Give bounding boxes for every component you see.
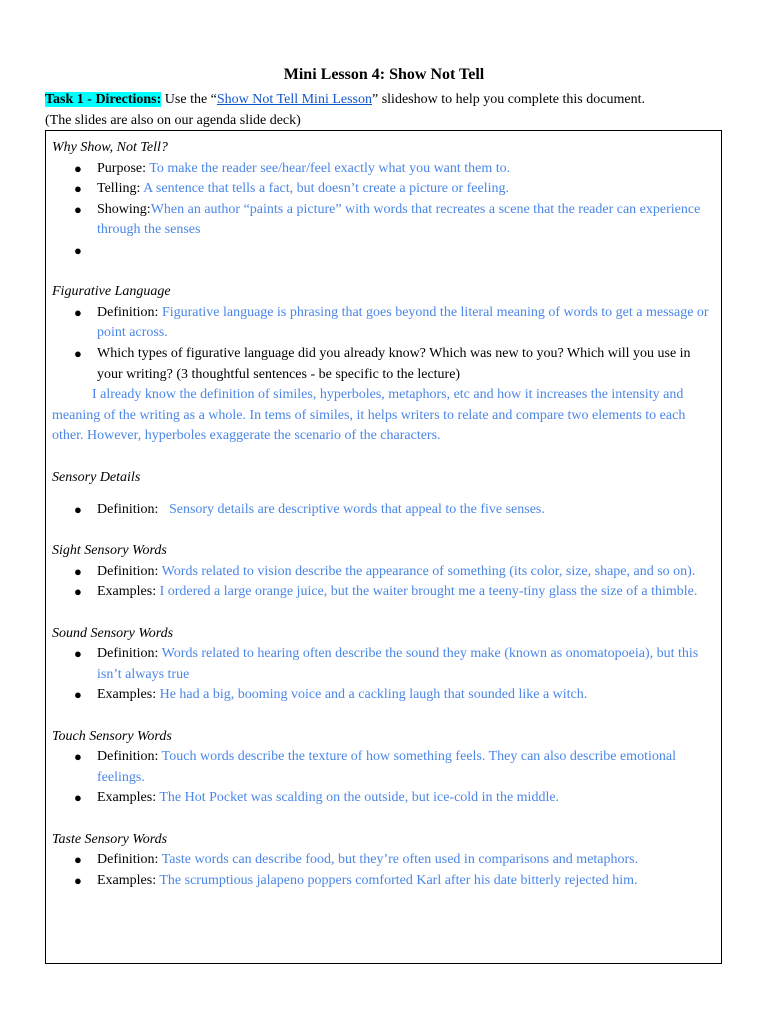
definition-label: Definition: bbox=[97, 646, 159, 662]
bullet-icon: ● bbox=[74, 749, 82, 765]
task-text-before: Use the “ bbox=[161, 92, 217, 107]
showing-label: Showing: bbox=[97, 201, 151, 217]
sensory-definition-answer[interactable]: Sensory details are descriptive words that appeal to the five senses. bbox=[158, 502, 545, 518]
list-item bbox=[52, 562, 715, 583]
bullet-icon: ● bbox=[74, 563, 82, 579]
touch-heading: Touch Sensory Words bbox=[52, 728, 172, 744]
worksheet-content bbox=[52, 138, 715, 891]
taste-definition-answer[interactable]: Taste words can describe food, but they’re often used in comparisons and metaphors. bbox=[158, 852, 639, 868]
showing-answer[interactable]: When an author “paints a picture” with words that recreates a scene that the reader can experience through the senses bbox=[97, 201, 701, 238]
spacer bbox=[52, 521, 715, 542]
spacer bbox=[52, 706, 715, 727]
sight-heading: Sight Sensory Words bbox=[52, 543, 167, 559]
examples-label: Examples: bbox=[97, 687, 157, 703]
spacer bbox=[52, 809, 715, 830]
why-list bbox=[52, 159, 715, 262]
list-item bbox=[52, 500, 715, 521]
examples-label: Examples: bbox=[97, 872, 157, 888]
sight-examples-answer[interactable]: I ordered a large orange juice, but the waiter brought me a teeny-tiny glass the size of a thimble. bbox=[156, 584, 698, 600]
bullet-icon: ● bbox=[74, 584, 82, 600]
definition-label: Definition: bbox=[97, 852, 159, 868]
taste-list bbox=[52, 850, 715, 891]
spacer bbox=[52, 262, 715, 283]
list-item bbox=[52, 788, 715, 809]
taste-examples-answer[interactable]: The scrumptious jalapeno poppers comforted Karl after his date bitterly rejected him. bbox=[156, 872, 638, 888]
examples-label: Examples: bbox=[97, 584, 157, 600]
bullet-icon: ● bbox=[74, 852, 82, 868]
sensory-list bbox=[52, 500, 715, 521]
touch-list bbox=[52, 747, 715, 809]
examples-label: Examples: bbox=[97, 790, 157, 806]
sound-heading: Sound Sensory Words bbox=[52, 625, 174, 641]
figurative-list bbox=[52, 303, 715, 385]
bullet-icon: ● bbox=[74, 242, 82, 258]
definition-label: Definition: bbox=[97, 304, 159, 320]
list-item bbox=[52, 850, 715, 871]
taste-heading: Taste Sensory Words bbox=[52, 831, 168, 847]
figurative-definition-answer[interactable]: Figurative language is phrasing that goes beyond the literal meaning of words to get a message or point across. bbox=[97, 304, 709, 341]
bullet-icon: ● bbox=[74, 646, 82, 662]
list-item bbox=[52, 303, 715, 344]
definition-label: Definition: bbox=[97, 502, 159, 518]
bullet-icon: ● bbox=[74, 687, 82, 703]
bullet-icon: ● bbox=[74, 345, 82, 361]
purpose-answer[interactable]: To make the reader see/hear/feel exactly what you want them to. bbox=[146, 160, 511, 176]
slideshow-link[interactable]: Show Not Tell Mini Lesson bbox=[216, 92, 372, 107]
task-label: Task 1 - Directions: bbox=[45, 92, 162, 107]
list-item bbox=[52, 200, 715, 241]
spacer bbox=[52, 488, 715, 500]
sound-definition-answer[interactable]: Words related to hearing often describe the sound they make (known as onomatopoeia), but this isn’t always true bbox=[97, 646, 699, 682]
bullet-icon: ● bbox=[74, 790, 82, 806]
touch-definition-answer[interactable]: Touch words describe the texture of how something feels. They can also describe emotional feelings. bbox=[97, 749, 676, 785]
bullet-icon: ● bbox=[74, 160, 82, 176]
page-title: Mini Lesson 4: Show Not Tell bbox=[283, 66, 485, 83]
definition-label: Definition: bbox=[97, 749, 159, 765]
list-item bbox=[52, 685, 715, 706]
figurative-question: Which types of figurative language did you already know? Which was new to you? Which will you use in your writing? (3 thoughtful sentences - be specific to the lecture) bbox=[97, 345, 691, 382]
telling-answer[interactable]: A sentence that tells a fact, but doesn’t create a picture or feeling. bbox=[140, 181, 510, 197]
list-item-empty[interactable] bbox=[52, 241, 715, 262]
task-text-after: ” slideshow to help you complete this document. bbox=[372, 92, 645, 107]
bullet-icon: ● bbox=[74, 502, 82, 518]
list-item bbox=[52, 644, 715, 685]
list-item bbox=[52, 747, 715, 788]
purpose-label: Purpose: bbox=[97, 160, 146, 176]
bullet-icon: ● bbox=[74, 304, 82, 320]
figurative-heading: Figurative Language bbox=[52, 284, 171, 300]
list-item bbox=[52, 871, 715, 892]
sight-list bbox=[52, 562, 715, 603]
sensory-heading: Sensory Details bbox=[52, 469, 141, 485]
task-directions bbox=[45, 90, 645, 110]
sight-definition-answer[interactable]: Words related to vision describe the appearance of something (its color, size, shape, and so on). bbox=[158, 563, 696, 579]
spacer bbox=[52, 447, 715, 468]
list-item bbox=[52, 582, 715, 603]
bullet-icon: ● bbox=[74, 201, 82, 217]
slides-note: (The slides are also on our agenda slide deck) bbox=[45, 113, 301, 128]
sound-list bbox=[52, 644, 715, 706]
list-item bbox=[52, 344, 715, 385]
list-item bbox=[52, 159, 715, 180]
worksheet-box bbox=[45, 130, 722, 964]
spacer bbox=[52, 603, 715, 624]
telling-label: Telling: bbox=[97, 181, 141, 197]
bullet-icon: ● bbox=[74, 872, 82, 888]
figurative-answer[interactable]: I already know the definition of similes, hyperboles, metaphors, etc and how it increases the intensity and meaning of the writing as a whole. In tems of similes, it helps writers to relate and compare two elements to each other. However, hyperboles exaggerate the scenario of the characters. bbox=[52, 387, 686, 444]
sound-examples-answer[interactable]: He had a big, booming voice and a cackling laugh that sounded like a witch. bbox=[156, 687, 588, 703]
touch-examples-answer[interactable]: The Hot Pocket was scalding on the outside, but ice-cold in the middle. bbox=[156, 790, 560, 806]
list-item bbox=[52, 179, 715, 200]
bullet-icon: ● bbox=[74, 181, 82, 197]
why-heading: Why Show, Not Tell? bbox=[52, 140, 168, 155]
definition-label: Definition: bbox=[97, 563, 159, 579]
